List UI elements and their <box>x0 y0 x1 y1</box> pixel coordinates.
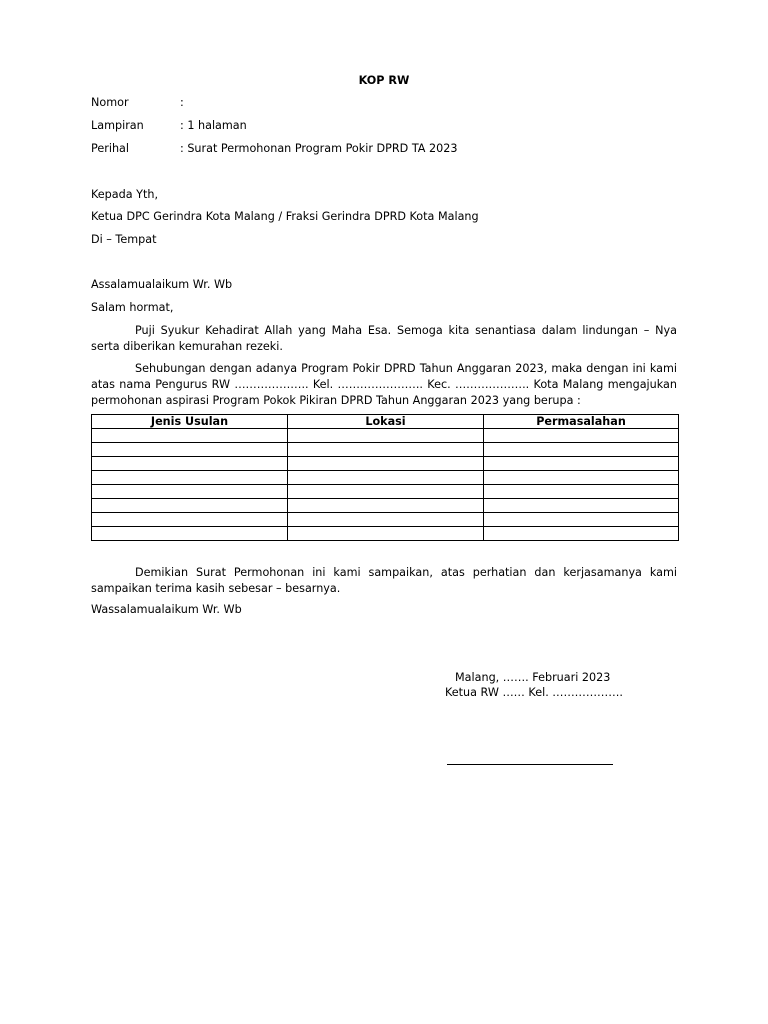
paragraph-opening-text: Puji Syukur Kehadirat Allah yang Maha Esa. Semoga kita senantiasa dalam lindungan – Nya serta diberikan kemurahan rezeki. <box>91 324 677 353</box>
table-cell <box>288 429 484 443</box>
table-cell <box>484 457 679 471</box>
table-cell <box>92 499 288 513</box>
table-row <box>92 485 679 499</box>
table-row <box>92 527 679 541</box>
table-cell <box>288 527 484 541</box>
table-cell <box>92 527 288 541</box>
table-cell <box>288 457 484 471</box>
paragraph-closing-text: Demikian Surat Permohonan ini kami sampaikan, atas perhatian dan kerjasamanya kami sampaikan terima kasih sebesar – besarnya. <box>91 566 677 595</box>
header-jenis-usulan: Jenis Usulan <box>92 415 288 429</box>
table-cell <box>92 457 288 471</box>
header-permasalahan: Permasalahan <box>484 415 679 429</box>
meta-label-lampiran: Lampiran <box>91 119 144 132</box>
table-cell <box>484 485 679 499</box>
table-row <box>92 471 679 485</box>
table-cell <box>484 443 679 457</box>
closing-greeting: Wassalamualaikum Wr. Wb <box>91 603 242 616</box>
table-cell <box>288 443 484 457</box>
salutation: Salam hormat, <box>91 301 174 314</box>
paragraph-closing <box>91 565 677 597</box>
table-row <box>92 429 679 443</box>
paragraph-opening <box>91 323 677 355</box>
table-cell <box>288 471 484 485</box>
table-cell <box>288 499 484 513</box>
table-cell <box>92 513 288 527</box>
table-cell <box>484 527 679 541</box>
table-row <box>92 499 679 513</box>
proposal-table <box>91 414 679 541</box>
paragraph-request-text: Sehubungan dengan adanya Program Pokir DPRD Tahun Anggaran 2023, maka dengan ini kami atas nama Pengurus RW ……………….. Kel. ………………….. Kec. ……………….. Kota Malang mengajukan permohonan aspirasi Program Pokok Pikiran DPRD Tahun Anggaran 2023 yang berupa : <box>91 362 677 407</box>
paragraph-request <box>91 361 677 409</box>
meta-value-nomor: : <box>180 96 184 109</box>
signature-line <box>447 764 613 765</box>
recipient-place: Di – Tempat <box>91 233 157 246</box>
header-lokasi: Lokasi <box>288 415 484 429</box>
recipient-name: Ketua DPC Gerindra Kota Malang / Fraksi Gerindra DPRD Kota Malang <box>91 210 479 223</box>
table-cell <box>92 443 288 457</box>
meta-label-nomor: Nomor <box>91 96 129 109</box>
recipient-greeting: Kepada Yth, <box>91 188 158 201</box>
table-cell <box>484 429 679 443</box>
table-cell <box>92 429 288 443</box>
meta-value-lampiran: : 1 halaman <box>180 119 247 132</box>
table-cell <box>484 499 679 513</box>
meta-label-perihal: Perihal <box>91 142 129 155</box>
meta-value-perihal: : Surat Permohonan Program Pokir DPRD TA 2023 <box>180 142 458 155</box>
signature-title: Ketua RW …… Kel. ………………. <box>445 686 623 699</box>
table-cell <box>288 513 484 527</box>
table-header-row <box>92 415 679 429</box>
table-cell <box>92 485 288 499</box>
table-cell <box>288 485 484 499</box>
table-row <box>92 457 679 471</box>
table-row <box>92 513 679 527</box>
table-cell <box>484 471 679 485</box>
opening-greeting: Assalamualaikum Wr. Wb <box>91 278 233 291</box>
table-row <box>92 443 679 457</box>
table-cell <box>92 471 288 485</box>
table-cell <box>484 513 679 527</box>
letter-header: KOP RW <box>358 74 410 87</box>
signature-place-date: Malang, ……. Februari 2023 <box>455 671 611 684</box>
